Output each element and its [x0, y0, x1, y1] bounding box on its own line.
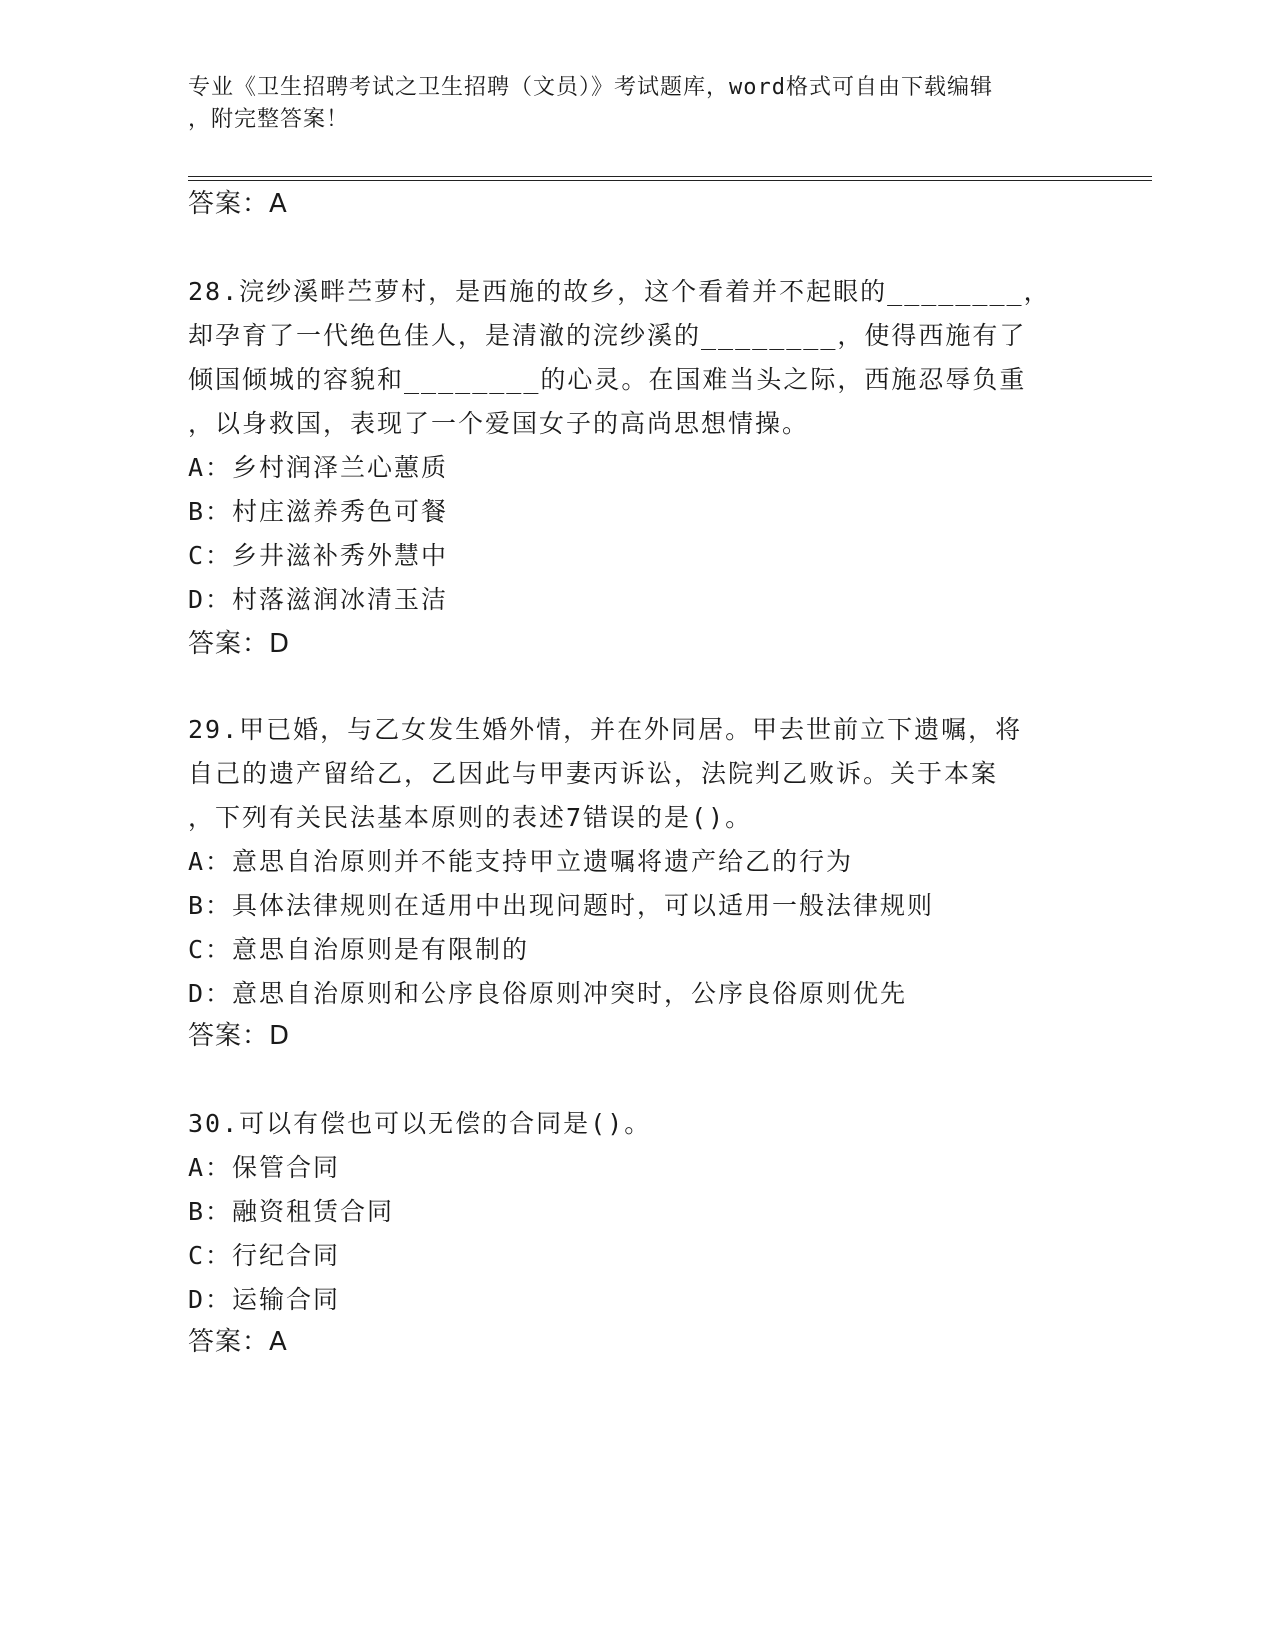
question-28-option-d: D：村落滋润冰清玉洁 — [188, 585, 449, 614]
header-divider-bottom — [188, 180, 1152, 181]
question-29-line-3: ，下列有关民法基本原则的表述7错误的是()。 — [188, 803, 753, 832]
question-28-line-3: 倾国倾城的容貌和________的心灵。在国难当头之际，西施忍辱负重 — [188, 365, 1027, 394]
answer-28: 答案：D — [188, 629, 291, 659]
question-30-option-d: D：运输合同 — [188, 1285, 341, 1314]
question-29-option-d: D：意思自治原则和公序良俗原则冲突时，公序良俗原则优先 — [188, 979, 908, 1008]
question-28-option-a: A：乡村润泽兰心蕙质 — [188, 453, 449, 482]
answer-30: 答案：A — [188, 1327, 288, 1357]
question-28-line-4: ，以身救国，表现了一个爱国女子的高尚思想情操。 — [188, 409, 810, 438]
question-28-line-2: 却孕育了一代绝色佳人，是清澈的浣纱溪的________，使得西施有了 — [188, 321, 1027, 350]
answer-29: 答案：D — [188, 1021, 291, 1051]
answer-27: 答案：A — [188, 189, 288, 219]
question-30-option-c: C：行纪合同 — [188, 1241, 341, 1270]
header-title-line-2: ，附完整答案！ — [188, 107, 350, 132]
question-29-option-a: A：意思自治原则并不能支持甲立遗嘱将遗产给乙的行为 — [188, 847, 854, 876]
question-29-option-c: C：意思自治原则是有限制的 — [188, 935, 530, 964]
question-28-option-c: C：乡井滋补秀外慧中 — [188, 541, 449, 570]
header-title-line-1: 专业《卫生招聘考试之卫生招聘（文员）》考试题库，word格式可自由下载编辑 — [188, 75, 993, 100]
question-29-line-2: 自己的遗产留给乙，乙因此与甲妻丙诉讼，法院判乙败诉。关于本案 — [188, 759, 999, 788]
question-30-option-a: A：保管合同 — [188, 1153, 341, 1182]
question-30-line-1: 30.可以有偿也可以无偿的合同是()。 — [188, 1109, 652, 1138]
question-30-option-b: B：融资租赁合同 — [188, 1197, 395, 1226]
question-28-option-b: B：村庄滋养秀色可餐 — [188, 497, 449, 526]
question-29-line-1: 29.甲已婚，与乙女发生婚外情，并在外同居。甲去世前立下遗嘱，将 — [188, 715, 1023, 744]
question-28-line-1: 28.浣纱溪畔苎萝村，是西施的故乡，这个看着并不起眼的________， — [188, 277, 1051, 306]
question-29-option-b: B：具体法律规则在适用中出现问题时，可以适用一般法律规则 — [188, 891, 935, 920]
header-divider-top — [188, 176, 1152, 177]
